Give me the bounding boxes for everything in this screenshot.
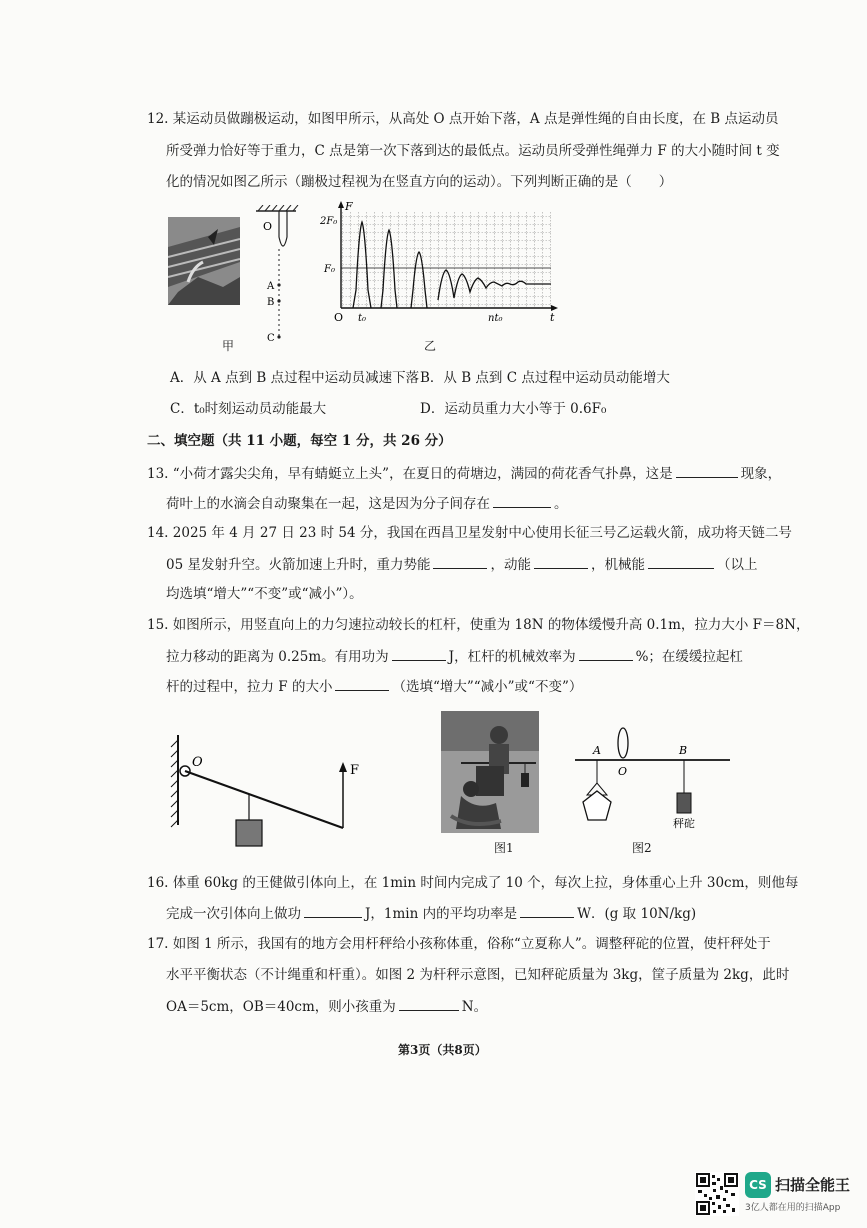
q13-text-c: 荷叶上的水滴会自动聚集在一起，这是因为分子间存在 — [166, 496, 490, 512]
q14-text-d: （以上 — [716, 557, 758, 573]
force-time-graph — [318, 200, 563, 325]
fig-jia-caption: 甲 — [222, 339, 235, 353]
q15-blank-1[interactable] — [392, 646, 446, 661]
q14-blank-2[interactable] — [534, 554, 588, 569]
fig1-caption: 图1 — [494, 841, 514, 855]
q15-text-a: 拉力移动的距离为 0.25m。有用功为 — [166, 649, 389, 665]
q15-blank-2[interactable] — [579, 646, 633, 661]
axis-2f0: 2F₀ — [320, 216, 338, 227]
lever-label-o: O — [192, 755, 203, 770]
q17-line3 — [166, 996, 487, 1017]
axis-nt0: nt₀ — [488, 313, 503, 324]
q13-text-a: 13. “小荷才露尖尖角，早有蜻蜓立上头”，在夏日的荷塘边，满园的荷花香气扑鼻，这是 — [147, 466, 673, 482]
q12-line1: 12. 某运动员做蹦极运动，如图甲所示，从高处 O 点开始下落，A 点是弹性绳的自由长度，在 B 点运动员 — [147, 111, 779, 127]
q17-text-b: N。 — [461, 999, 488, 1015]
bungee-diagram — [250, 205, 300, 345]
q14-line1: 14. 2025 年 4 月 27 日 23 时 54 分，我国在西昌卫星发射中心使用长征三号乙运载火箭，成功将天链二号 — [147, 525, 792, 541]
q12-option-b: B．从 B 点到 C 点过程中运动员动能增大 — [420, 370, 670, 386]
steelyard-photo — [441, 711, 539, 833]
q13-blank-2[interactable] — [493, 493, 551, 508]
q16-line1: 16. 体重 60kg 的王健做引体向上，在 1min 时间内完成了 10 个，每次上拉，身体重心上升 30cm，则他每 — [147, 875, 799, 891]
steelyard-label-a: A — [593, 744, 601, 757]
q17-line2: 水平平衡状态（不计绳重和杆重）。如图 2 为杆秤示意图，已知秤砣质量为 3kg，筐子质量为 2kg，此时 — [166, 967, 790, 983]
lever-diagram — [168, 730, 368, 860]
q17-line1: 17. 如图 1 所示，我国有的地方会用杆秤给小孩称体重，俗称“立夏称人”。调整秤砣的位置，使杆秤处于 — [147, 936, 771, 952]
q15-text-d: 杆的过程中，拉力 F 的大小 — [166, 679, 333, 695]
q12-option-a: A．从 A 点到 B 点过程中运动员减速下落 — [170, 370, 420, 386]
fig-yi-caption: 乙 — [424, 339, 437, 353]
scanner-app-name: 扫描全能王 — [775, 1176, 851, 1194]
lever-label-f: F — [350, 763, 360, 778]
q14-text-b: ，动能 — [490, 557, 531, 573]
q14-line2 — [166, 554, 757, 575]
steelyard-diagram — [570, 705, 735, 835]
axis-t: t — [550, 311, 555, 324]
q13-text-b: 现象， — [740, 466, 782, 482]
section2-title: 二、填空题（共 11 小题，每空 1 分，共 26 分） — [147, 433, 452, 449]
q14-line3: 均选填“增大”“不变”或“减小”）。 — [166, 586, 363, 602]
bungee-photo — [168, 217, 240, 305]
q13-text-d: 。 — [554, 496, 568, 512]
steelyard-label-o: O — [618, 765, 628, 778]
q14-text-c: ，机械能 — [590, 557, 645, 573]
q15-line1: 15. 如图所示，用竖直向上的力匀速拉动较长的杠杆，使重为 18N 的物体缓慢升高 0.1m，拉力大小 F＝8N， — [147, 617, 810, 633]
q17-text-a: OA＝5cm，OB＝40cm，则小孩重为 — [166, 999, 396, 1015]
q16-text-a: 完成一次引体向上做功 — [166, 906, 301, 922]
q15-line3 — [166, 676, 582, 697]
q14-blank-1[interactable] — [433, 554, 487, 569]
axis-origin: O — [334, 311, 344, 324]
q15-text-b: J，杠杆的机械效率为 — [448, 649, 576, 665]
q13-line2 — [166, 493, 568, 514]
q16-line2 — [166, 903, 696, 924]
fig2-caption: 图2 — [632, 841, 652, 855]
q15-line2 — [166, 646, 743, 667]
q12-line3: 化的情况如图乙所示（蹦极过程视为在竖直方向的运动）。下列判断正确的是（ ） — [166, 174, 673, 190]
q15-text-c: %；在缓缓拉起杠 — [635, 649, 743, 665]
steelyard-weight-label: 秤砣 — [673, 817, 695, 830]
axis-f0: F₀ — [324, 264, 335, 275]
q12-line2: 所受弹力恰好等于重力，C 点是第一次下落到达的最低点。运动员所受弹性绳弹力 F 的大小随时间 t 变 — [166, 143, 780, 159]
label-c: C — [267, 333, 275, 344]
q16-text-b: J，1min 内的平均功率是 — [365, 906, 518, 922]
q14-text-a: 05 星发射升空。火箭加速上升时，重力势能 — [166, 557, 431, 573]
label-o: O — [263, 220, 273, 233]
q17-blank-1[interactable] — [399, 996, 459, 1011]
axis-t0: t₀ — [358, 313, 367, 324]
qr-code-icon — [695, 1172, 739, 1216]
q16-text-c: W．(g 取 10N/kg) — [577, 906, 697, 922]
q16-blank-2[interactable] — [520, 903, 574, 918]
q15-blank-3[interactable] — [335, 676, 389, 691]
scanner-logo-icon: CS — [745, 1172, 771, 1198]
label-a: A — [267, 281, 275, 292]
axis-f: F — [345, 200, 353, 213]
steelyard-label-b: B — [679, 744, 688, 757]
page-number: 第3页（共8页） — [398, 1043, 487, 1057]
scanner-slogan: 3亿人都在用的扫描App — [745, 1203, 841, 1213]
label-b: B — [267, 297, 275, 308]
q13-blank-1[interactable] — [676, 463, 738, 478]
q12-option-d: D．运动员重力大小等于 0.6F₀ — [420, 401, 607, 417]
q14-blank-3[interactable] — [648, 554, 714, 569]
q16-blank-1[interactable] — [304, 903, 362, 918]
q15-text-e: （选填“增大”“减小”或“不变”） — [392, 679, 583, 695]
q12-option-c: C．t₀时刻运动员动能最大 — [170, 401, 327, 417]
q13-line1 — [147, 463, 781, 484]
